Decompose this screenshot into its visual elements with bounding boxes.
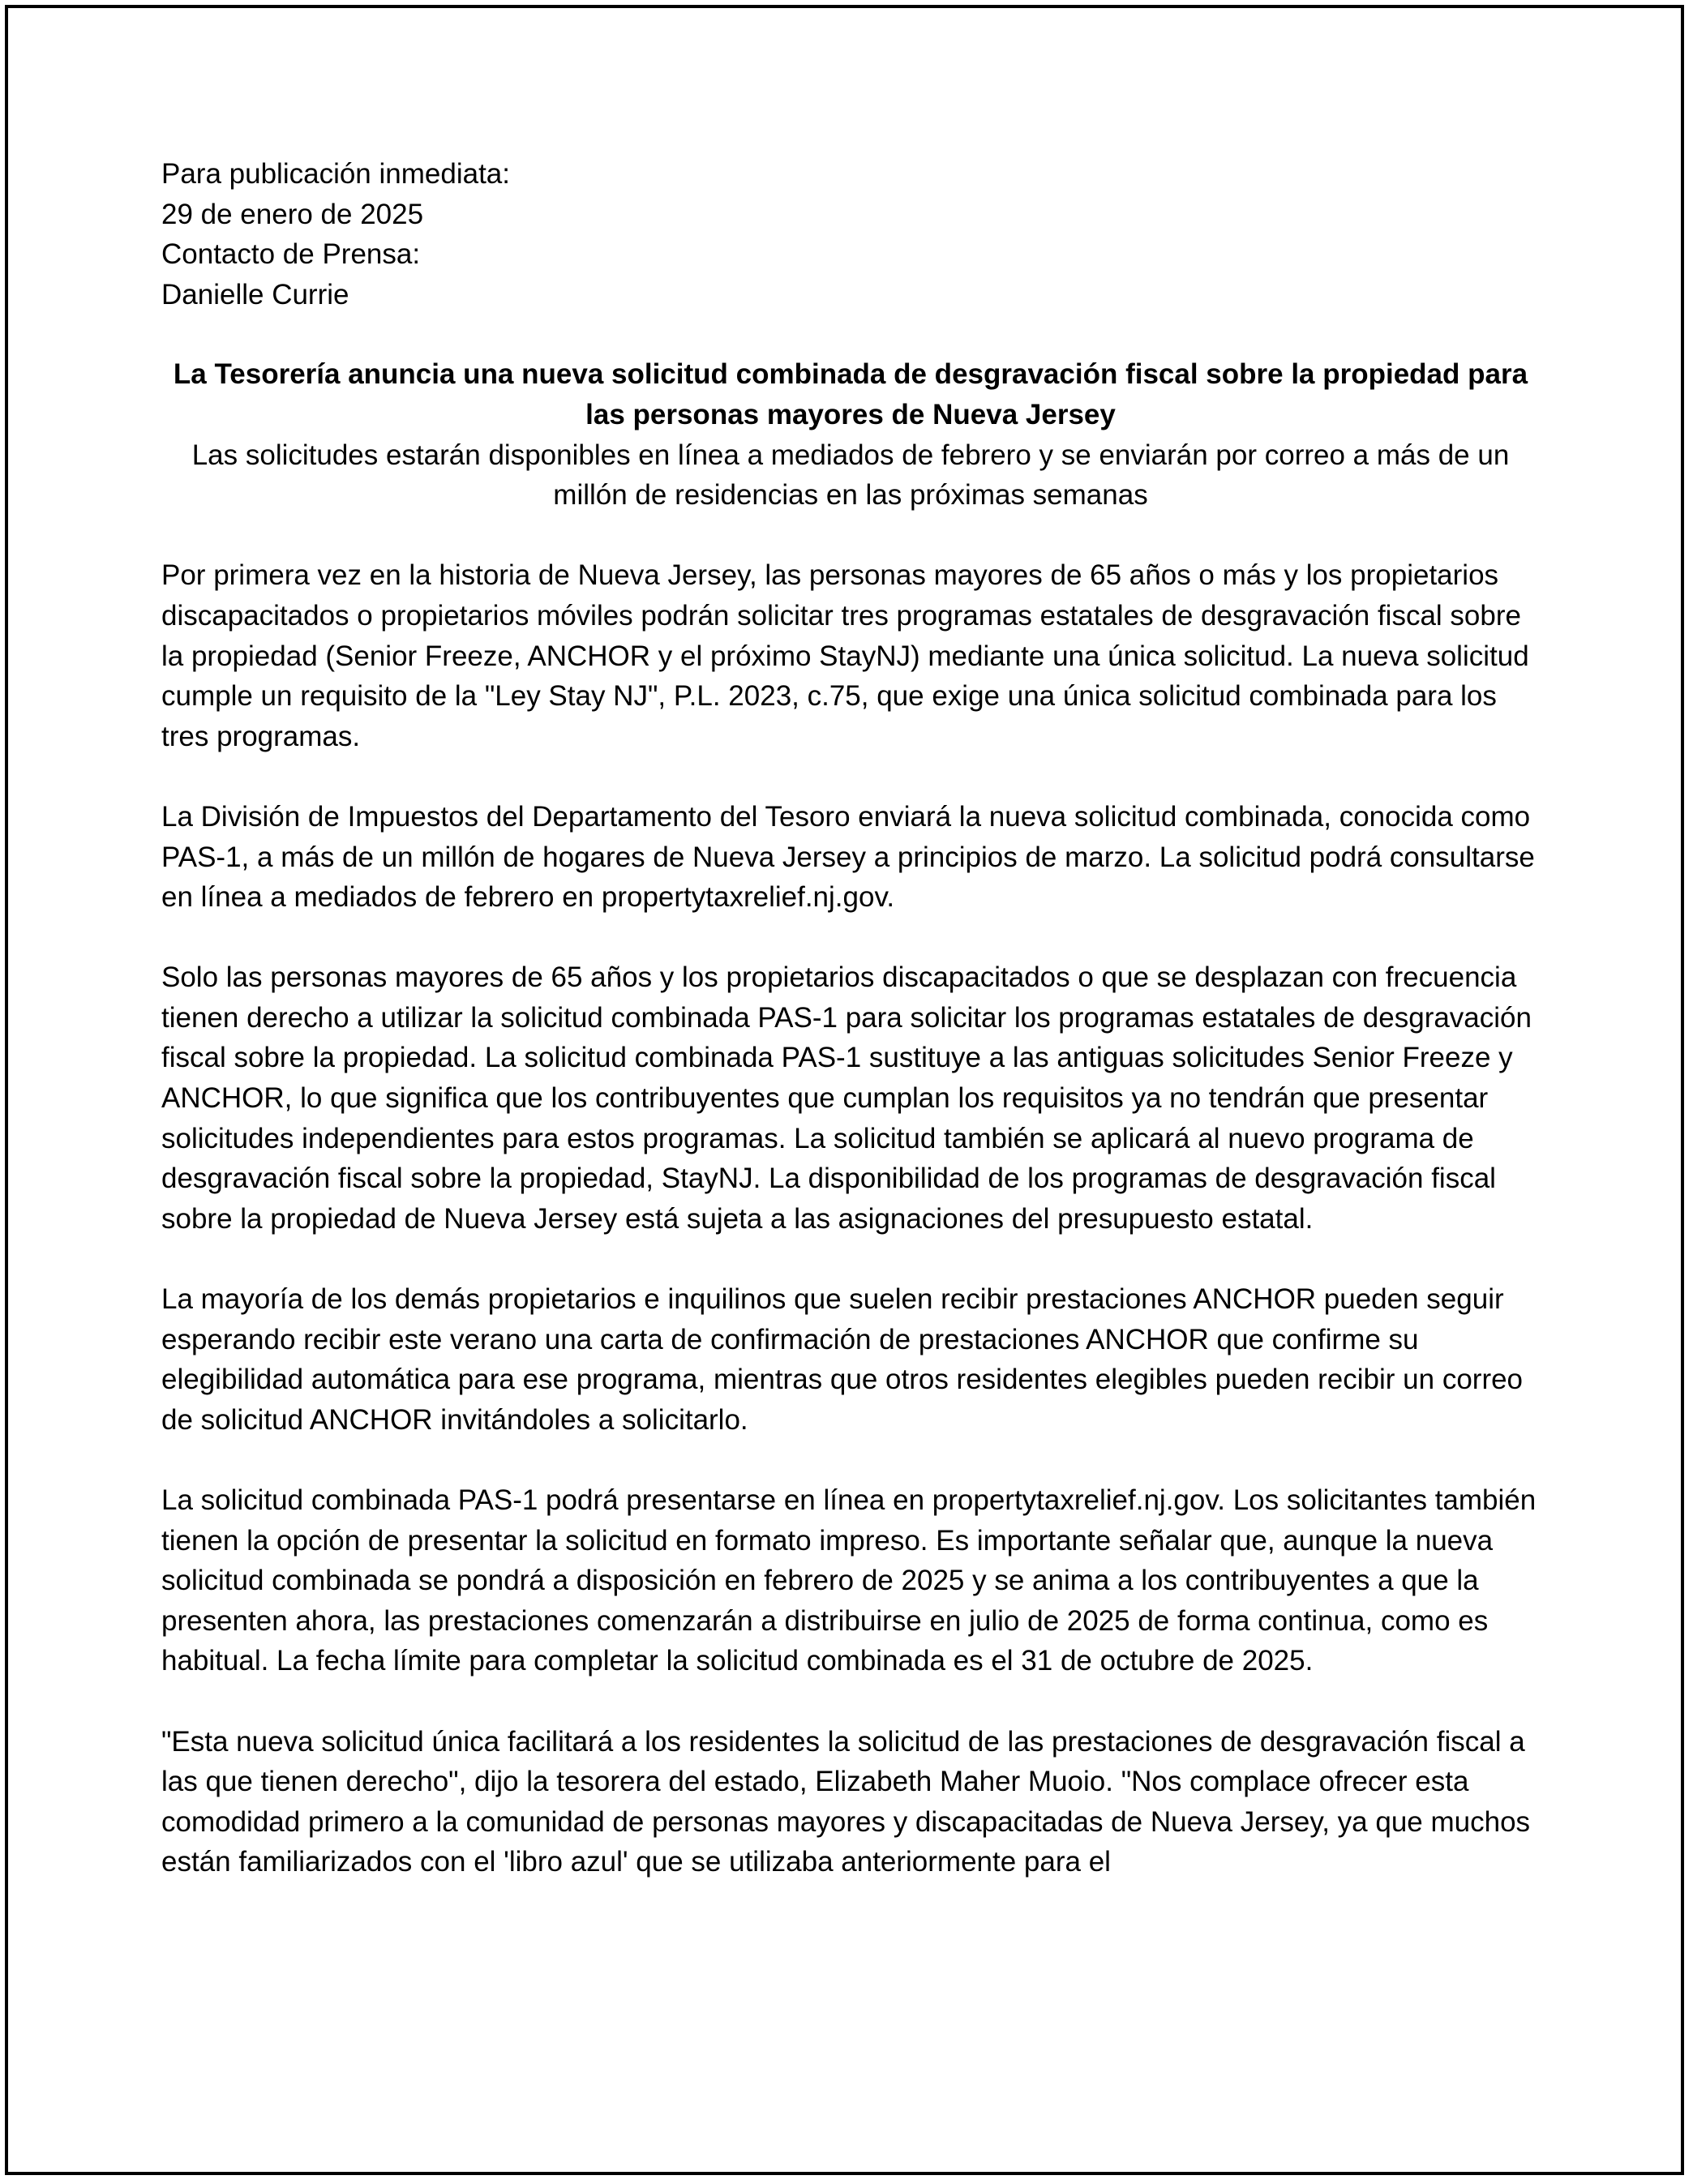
subheadline: Las solicitudes estarán disponibles en línea a mediados de febrero y se enviarán por correo a más de un millón de residencias en las próximas semanas bbox=[191, 439, 1510, 512]
paragraph-3: Solo las personas mayores de 65 años y los propietarios discapacitados o que se desplazan con frecuencia tienen derecho a utilizar la solicitud combinada PAS-1 para solicitar los programas estatales de desgravación fiscal sobre la propiedad. La solicitud combinada PAS-1 sustituye a las antiguas solicitudes Senior Freeze y ANCHOR, lo que significa que los contribuyentes que cumplan los requisitos ya no tendrán que presentar solicitudes independientes para estos programas. La solicitud también se aplicará al nuevo programa de desgravación fiscal sobre la propiedad, StayNJ. La disponibilidad de los programas de desgravación fiscal sobre la propiedad de Nueva Jersey está sujeta a las asignaciones del presupuesto estatal. bbox=[161, 961, 1532, 1235]
paragraph-4: La mayoría de los demás propietarios e inquilinos que suelen recibir prestaciones ANCHOR pueden seguir esperando recibir este verano una carta de confirmación de prestaciones ANCHOR que confirme su elegibilidad automática para ese programa, mientras que otros residentes elegibles pueden recibir un correo de solicitud ANCHOR invitándoles a solicitarlo. bbox=[161, 1283, 1524, 1436]
paragraph-5: La solicitud combinada PAS-1 podrá presentarse en línea en propertytaxrelief.nj.gov. Los solicitantes también tienen la opción de presentar la solicitud en formato impreso. Es importante señalar que, aunque la nueva solicitud combinada se pondrá a disposición en febrero de 2025 y se anima a los contribuyentes a que la presenten ahora, las prestaciones comenzarán a distribuirse en julio de 2025 de forma continua, como es habitual. La fecha límite para completar la solicitud combinada es el 31 de octubre de 2025. bbox=[161, 1484, 1537, 1677]
release-date: 29 de enero de 2025 bbox=[161, 198, 424, 230]
paragraph-1: Por primera vez en la historia de Nueva Jersey, las personas mayores de 65 años o más y los propietarios discapacitados o propietarios móviles podrán solicitar tres programas estatales de desgravación fiscal sobre la propiedad (Senior Freeze, ANCHOR y el próximo StayNJ) mediante una única solicitud. La nueva solicitud cumple un requisito de la "Ley Stay NJ", P.L. 2023, c.75, que exige una única solicitud combinada para los tres programas. bbox=[161, 559, 1529, 752]
headline: La Tesorería anuncia una nueva solicitud combinada de desgravación fiscal sobre la propiedad para las personas mayores de Nueva Jersey bbox=[173, 358, 1528, 430]
contact-label: Contacto de Prensa: bbox=[161, 238, 421, 271]
release-header bbox=[161, 154, 1540, 315]
press-release-document bbox=[161, 154, 1540, 1882]
paragraph-2: La División de Impuestos del Departamento del Tesoro enviará la nueva solicitud combinada, conocida como PAS-1, a más de un millón de hogares de Nueva Jersey a principios de marzo. La solicitud podrá consultarse en línea a mediados de febrero en propertytaxrelief.nj.gov. bbox=[161, 800, 1535, 914]
paragraph-6: "Esta nueva solicitud única facilitará a los residentes la solicitud de las prestaciones de desgravación fiscal a las que tienen derecho", dijo la tesorera del estado, Elizabeth Maher Muoio. "Nos complace ofrecer esta comodidad primero a la comunidad de personas mayores y discapacitadas de Nueva Jersey, ya que muchos están familiarizados con el 'libro azul' que se utilizaba anteriormente para el bbox=[161, 1725, 1531, 1878]
release-label: Para publicación inmediata: bbox=[161, 158, 510, 190]
contact-name: Danielle Currie bbox=[161, 278, 349, 310]
